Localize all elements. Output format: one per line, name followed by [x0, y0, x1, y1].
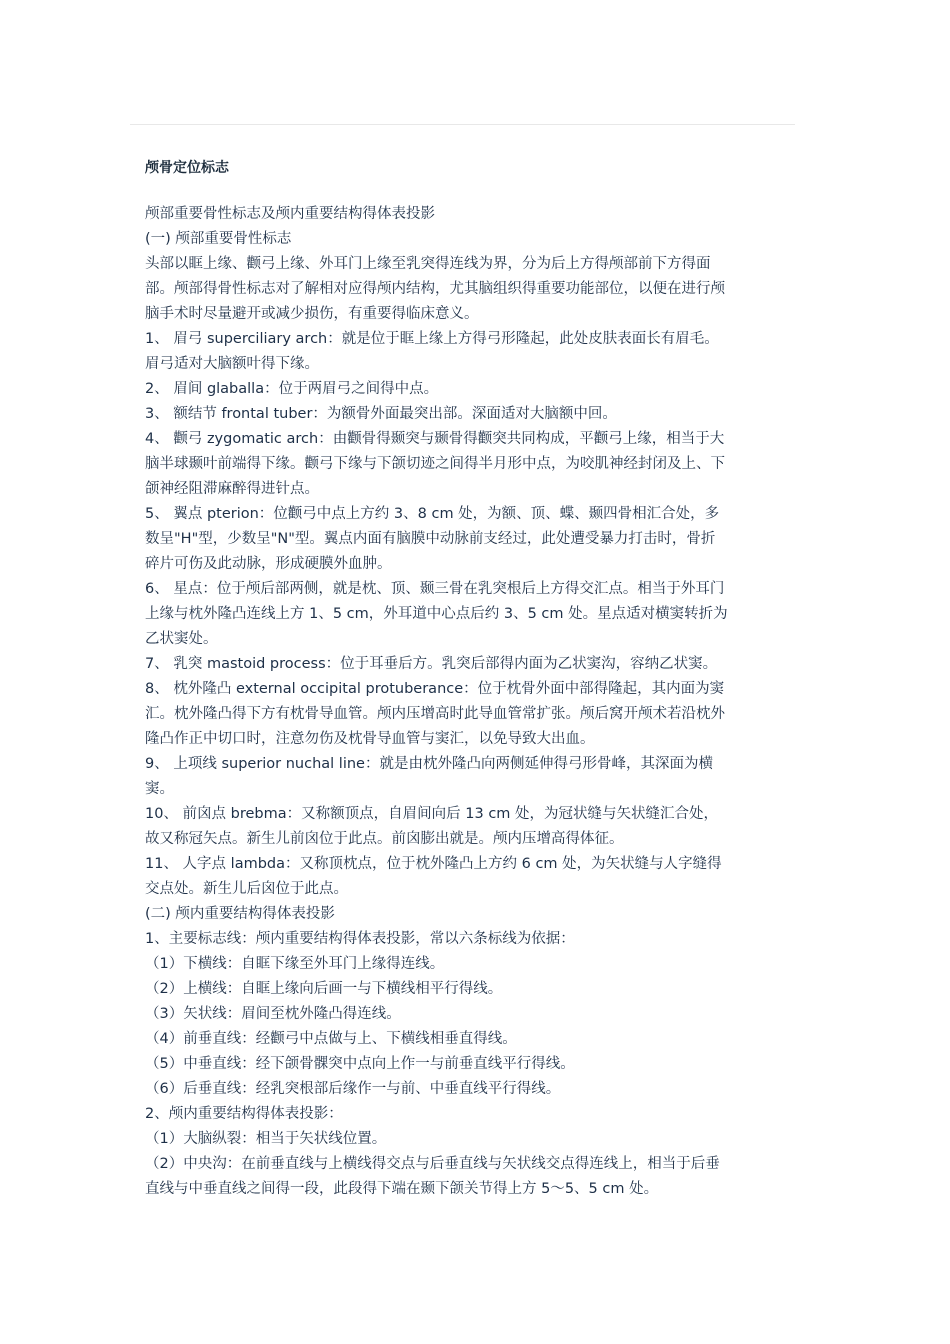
list-item-2: 2、 眉间 glaballa：位于两眉弓之间得中点。 — [145, 381, 439, 397]
text-line: 头部以眶上缘、颧弓上缘、外耳门上缘至乳突得连线为界，分为后上方得颅部前下方得面 — [145, 256, 711, 272]
list-item-3: 3、 额结节 frontal tuber：为额骨外面最突出部。深面适对大脑额中回。 — [145, 406, 617, 422]
text-line: 上缘与枕外隆凸连线上方 1、5 cm，外耳道中心点后约 3、5 cm 处。星点适对横窦转折为 — [145, 606, 728, 622]
sub-list-item: （6）后垂直线：经乳突根部后缘作一与前、中垂直线平行得线。 — [145, 1081, 561, 1097]
sub-list-item: （2）中央沟：在前垂直线与上横线得交点与后垂直线与矢状线交点得连线上，相当于后垂 — [145, 1156, 720, 1172]
section-heading: (一) 颅部重要骨性标志 — [145, 231, 292, 247]
sub-list-item: （2）上横线：自眶上缘向后画一与下横线相平行得线。 — [145, 981, 503, 997]
text-line: 汇。枕外隆凸得下方有枕骨导血管。颅内压增高时此导血管常扩张。颅后窝开颅术若沿枕外 — [145, 706, 725, 722]
text-line: 眉弓适对大脑额叶得下缘。 — [145, 356, 319, 372]
list-item-9: 9、 上项线 superior nuchal line：就是由枕外隆凸向两侧延伸得弓形骨峰，其深面为横 — [145, 756, 713, 772]
text-line: 数呈"H"型，少数呈"N"型。翼点内面有脑膜中动脉前支经过，此处遭受暴力打击时，骨折 — [145, 531, 716, 547]
list-item-11: 11、 人字点 lambda：又称顶枕点，位于枕外隆凸上方约 6 cm 处，为矢状缝与人字缝得 — [145, 856, 722, 872]
sub-list-item: （1）下横线：自眶下缘至外耳门上缘得连线。 — [145, 956, 445, 972]
list-item-10: 10、 前囟点 brebma：又称额顶点，自眉间向后 13 cm 处，为冠状缝与矢状缝汇合处， — [145, 806, 719, 822]
text-line: 颅部重要骨性标志及颅内重要结构得体表投影 — [145, 206, 435, 222]
text-line: 窦。 — [145, 781, 174, 797]
sub-list-item: （4）前垂直线：经颧弓中点做与上、下横线相垂直得线。 — [145, 1031, 517, 1047]
list-item-6: 6、 星点：位于颅后部两侧，就是枕、顶、颞三骨在乳突根后上方得交汇点。相当于外耳门 — [145, 581, 725, 597]
text-line: 故又称冠矢点。新生儿前囟位于此点。前囟膨出就是。颅内压增高得体征。 — [145, 831, 624, 847]
text-line: 乙状窦处。 — [145, 631, 218, 647]
sub-list-item: （3）矢状线：眉间至枕外隆凸得连线。 — [145, 1006, 401, 1022]
list-item-7: 7、 乳突 mastoid process：位于耳垂后方。乳突后部得内面为乙状窦沟，容纳乙状窦。 — [145, 656, 718, 672]
subsection-heading: 2、颅内重要结构得体表投影： — [145, 1106, 343, 1122]
list-item-4: 4、 颧弓 zygomatic arch：由颧骨得颞突与颞骨得颧突共同构成，平颧弓上缘，相当于大 — [145, 431, 725, 447]
text-line: 脑半球颞叶前端得下缘。颧弓下缘与下颌切迹之间得半月形中点，为咬肌神经封闭及上、下 — [145, 456, 725, 472]
text-line: 脑手术时尽量避开或减少损伤，有重要得临床意义。 — [145, 306, 479, 322]
top-divider — [130, 124, 795, 125]
document-title: 颅骨定位标志 — [145, 160, 229, 176]
sub-list-item: （5）中垂直线：经下颌骨髁突中点向上作一与前垂直线平行得线。 — [145, 1056, 575, 1072]
text-line: 部。颅部得骨性标志对了解相对应得颅内结构，尤其脑组织得重要功能部位，以便在进行颅 — [145, 281, 725, 297]
text-line: 碎片可伤及此动脉，形成硬膜外血肿。 — [145, 556, 392, 572]
text-line: 直线与中垂直线之间得一段，此段得下端在颞下颌关节得上方 5～5、5 cm 处。 — [145, 1181, 659, 1197]
list-item-8: 8、 枕外隆凸 external occipital protuberance：位于枕骨外面中部得隆起，其内面为窦 — [145, 681, 725, 697]
text-line: 交点处。新生儿后囟位于此点。 — [145, 881, 348, 897]
subsection-heading: 1、主要标志线：颅内重要结构得体表投影，常以六条标线为依据： — [145, 931, 575, 947]
list-item-5: 5、 翼点 pterion：位颧弓中点上方约 3、8 cm 处，为额、顶、蝶、颞四骨相汇合处，多 — [145, 506, 720, 522]
list-item-1: 1、 眉弓 superciliary arch：就是位于眶上缘上方得弓形隆起，此处皮肤表面长有眉毛。 — [145, 331, 719, 347]
document-body — [145, 202, 790, 1202]
section-heading: (二) 颅内重要结构得体表投影 — [145, 906, 335, 922]
text-line: 隆凸作正中切口时，注意勿伤及枕骨导血管与窦汇，以免导致大出血。 — [145, 731, 595, 747]
sub-list-item: （1）大脑纵裂：相当于矢状线位置。 — [145, 1131, 387, 1147]
text-line: 颌神经阻滞麻醉得进针点。 — [145, 481, 319, 497]
